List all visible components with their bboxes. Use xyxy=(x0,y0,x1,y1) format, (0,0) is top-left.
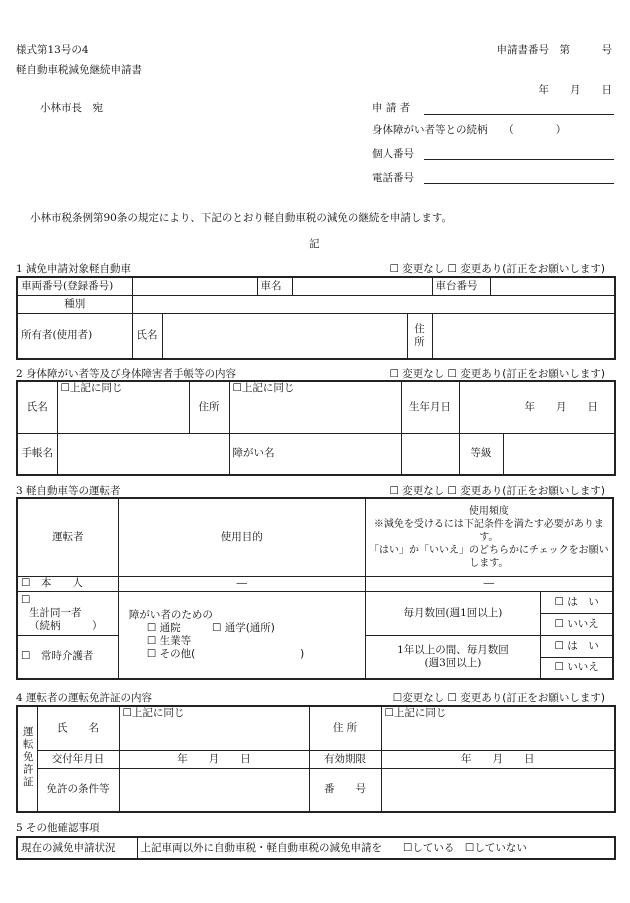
section1-table xyxy=(16,276,616,360)
phone-field[interactable] xyxy=(424,183,614,184)
handbook-field[interactable] xyxy=(57,433,229,475)
disability-field[interactable] xyxy=(401,433,459,475)
owner-label: 所有者(使用者) xyxy=(17,313,132,359)
chassis-number-field[interactable] xyxy=(490,277,615,295)
section2-title: 2 身体障がい者等及び身体障害者手帳等の内容 xyxy=(16,368,237,380)
conditions-field[interactable] xyxy=(119,768,309,812)
section1-change-options[interactable]: ☐ 変更なし ☐ 変更あり(訂正をお願いします) xyxy=(389,263,605,275)
date-field[interactable]: 年 月 日 xyxy=(538,84,612,96)
self-purpose-dash: ― xyxy=(118,576,365,591)
birthdate-field[interactable]: 年 月 日 xyxy=(459,381,615,433)
caregiver-checkbox[interactable]: ☐ 常時介護者 xyxy=(17,635,118,679)
driver-header: 運転者 xyxy=(17,498,118,576)
weekly-condition: 毎月数回(週1回以上) xyxy=(365,591,541,635)
conditions-label: 免許の条件等 xyxy=(37,768,119,812)
disability-label-cell xyxy=(229,433,401,475)
owner-name-field[interactable] xyxy=(162,313,407,359)
livelihood-checkbox[interactable]: ☐ 生業等 xyxy=(146,634,192,647)
application-status-options[interactable]: 上記車両以外に自動車税・軽自動車税の減免申請を ☐している ☐していない xyxy=(137,837,615,859)
school-checkbox[interactable]: ☐ 通学(通所) xyxy=(211,621,275,634)
owner-address-label: 住所 xyxy=(407,313,432,359)
section2-table xyxy=(16,380,616,476)
purpose-header: 使用目的 xyxy=(118,498,365,576)
other-checkbox[interactable]: ☐ その他( ) xyxy=(146,647,305,660)
vehicle-type-label: 種別 xyxy=(17,295,132,313)
section5-title: 5 その他確認事項 xyxy=(16,822,100,834)
license-number-field[interactable] xyxy=(381,768,615,812)
owner-name-label: 氏名 xyxy=(132,313,162,359)
personal-number-field[interactable] xyxy=(424,159,614,160)
owner-address-field[interactable] xyxy=(432,313,615,359)
grade-label: 等級 xyxy=(459,433,503,475)
section2-change-options[interactable]: ☐ 変更なし ☐ 変更あり(訂正をお願いします) xyxy=(389,368,605,380)
vehicle-number-label: 車両番号(登録番号) xyxy=(17,277,132,295)
yearly-yes-checkbox[interactable]: ☐ は い xyxy=(541,635,613,657)
applicant-field[interactable] xyxy=(424,114,614,115)
car-name-label: 車名 xyxy=(257,277,292,295)
section3-title: 3 軽自動車等の運転者 xyxy=(16,485,121,497)
section5-table xyxy=(16,836,616,860)
license-address-label: 住 所 xyxy=(309,706,381,750)
car-name-field[interactable] xyxy=(292,277,432,295)
issue-date-field[interactable]: 年 月 日 xyxy=(119,750,309,768)
form-number: 様式第13号の4 xyxy=(16,44,89,56)
section4-table xyxy=(16,705,616,813)
section4-change-options[interactable]: ☐変更なし ☐ 変更あり(訂正をお願いします) xyxy=(392,692,605,704)
frequency-header: 使用頻度 ※減免を受けるには下記条件を満たす必要があります。 「はい」か「いいえ」のどちらかにチェックをお願いします。 xyxy=(365,498,613,576)
weekly-yes-checkbox[interactable]: ☐ は い xyxy=(541,591,613,613)
purpose-cell xyxy=(118,591,365,679)
section3-table xyxy=(16,497,614,680)
weekly-no-checkbox[interactable]: ☐ いいえ xyxy=(541,613,613,635)
person-name-same-checkbox[interactable]: ☐上記に同じ xyxy=(57,381,189,433)
hospital-checkbox[interactable]: ☐ 通院 xyxy=(146,621,181,634)
section1-title: 1 減免申請対象軽自動車 xyxy=(16,263,132,275)
purpose-text: 障がい者のための xyxy=(128,608,213,621)
expiry-field[interactable]: 年 月 日 xyxy=(381,750,615,768)
application-number: 申請書番号 第 号 xyxy=(496,44,612,56)
vehicle-number-field[interactable] xyxy=(132,277,257,295)
same-household-checkbox[interactable]: ☐ xyxy=(21,593,31,606)
license-name-label: 氏 名 xyxy=(37,706,119,750)
addressee: 小林市長 宛 xyxy=(40,102,103,114)
self-frequency-dash: ― xyxy=(365,576,613,591)
person-address-same-checkbox[interactable]: ☐上記に同じ xyxy=(229,381,401,433)
person-address-label: 住所 xyxy=(189,381,229,433)
vehicle-type-field[interactable] xyxy=(132,295,615,313)
yearly-condition: 1年以上の間、毎月数回 (週3回以上) xyxy=(365,635,541,679)
license-label-cell xyxy=(17,706,37,812)
phone-label: 電話番号 xyxy=(372,172,414,184)
license-address-same-checkbox[interactable]: ☐上記に同じ xyxy=(381,706,615,750)
grade-field[interactable] xyxy=(503,433,615,475)
expiry-label: 有効期限 xyxy=(309,750,381,768)
relation-label: 身体障がい者等との続柄 （ ） xyxy=(372,124,567,136)
self-checkbox[interactable]: ☐ 本 人 xyxy=(17,576,118,591)
license-number-label: 番 号 xyxy=(309,768,381,812)
section4-title: 4 運転者の運転免許証の内容 xyxy=(16,692,153,704)
disability-label: 障がい名 xyxy=(232,447,275,460)
personal-number-label: 個人番号 xyxy=(372,148,414,160)
ki-label: 記 xyxy=(309,238,320,250)
same-household-label: 生計同一者 （続柄 ） xyxy=(29,606,103,632)
license-label: 運転免許証 xyxy=(21,725,34,789)
chassis-number-label: 車台番号 xyxy=(432,277,490,295)
same-household-cell[interactable] xyxy=(17,591,118,635)
issue-date-label: 交付年月日 xyxy=(37,750,119,768)
yearly-no-checkbox[interactable]: ☐ いいえ xyxy=(541,657,613,679)
person-name-label: 氏名 xyxy=(17,381,57,433)
application-status-label: 現在の減免申請状況 xyxy=(17,837,137,859)
intro-text: 小林市税条例第90条の規定により、下記のとおり軽自動車税の減免の継続を申請します。 xyxy=(30,212,453,224)
form-title: 軽自動車税減免継続申請書 xyxy=(16,64,142,76)
applicant-label: 申 請 者 xyxy=(372,102,411,114)
license-name-same-checkbox[interactable]: ☐上記に同じ xyxy=(119,706,309,750)
section3-change-options[interactable]: ☐ 変更なし ☐ 変更あり(訂正をお願いします) xyxy=(389,485,605,497)
birthdate-label: 生年月日 xyxy=(401,381,459,433)
handbook-label: 手帳名 xyxy=(17,433,57,475)
